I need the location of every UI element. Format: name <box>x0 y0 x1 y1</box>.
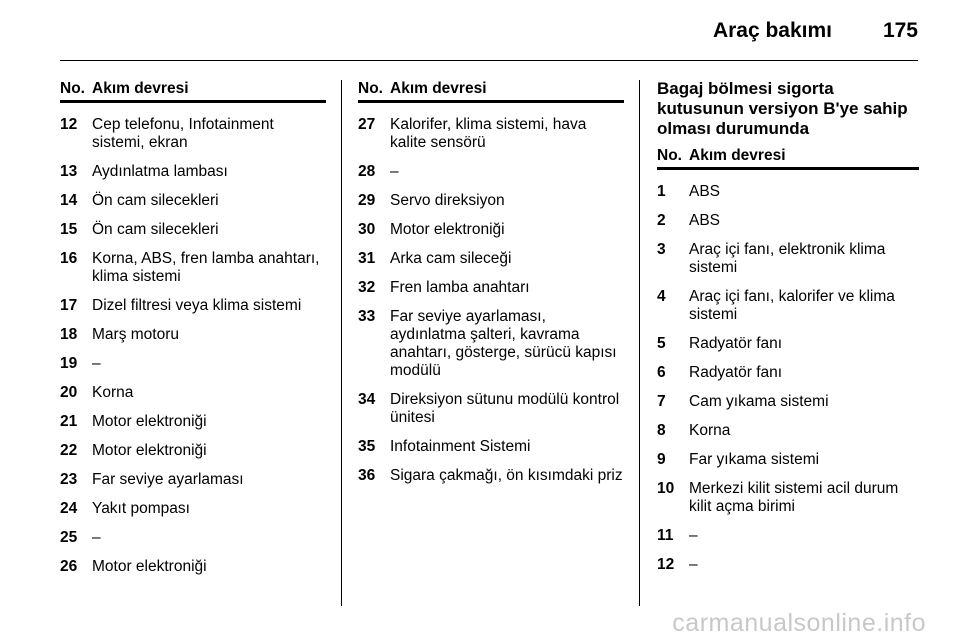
fuse-number: 7 <box>657 393 666 410</box>
table-row <box>358 152 624 181</box>
circuit-description: Aydınlatma lambası <box>92 163 228 180</box>
table-row <box>657 324 919 353</box>
table-row <box>657 469 919 516</box>
table-row <box>657 382 919 411</box>
circuit-description: Far seviye ayarlaması, aydınlatma şalteri, kavrama anahtarı, gösterge, sürücü kapısı modülü <box>390 308 617 379</box>
circuit-description: Cam yıkama sistemi <box>689 393 829 410</box>
header-no: No. <box>657 147 682 164</box>
fuse-number: 28 <box>358 163 376 180</box>
table-row <box>657 277 919 324</box>
table-row <box>60 518 326 547</box>
table-row <box>60 460 326 489</box>
table-row <box>657 230 919 277</box>
circuit-description: Radyatör fanı <box>689 364 783 381</box>
header-circuit: Akım devresi <box>689 147 786 164</box>
page-title: Araç bakımı <box>712 19 832 42</box>
fuse-number: 6 <box>657 364 666 381</box>
circuit-description: Ön cam silecekleri <box>92 221 219 238</box>
circuit-description: Korna, ABS, fren lamba anahtarı, klima sistemi <box>92 250 320 285</box>
table-row <box>60 547 326 576</box>
table-row <box>657 411 919 440</box>
fuse-number: 18 <box>60 326 78 343</box>
table-row <box>657 353 919 382</box>
fuse-number: 25 <box>60 529 78 546</box>
table-row <box>358 268 624 297</box>
header-no: No. <box>358 80 383 97</box>
fuse-number: 23 <box>60 471 78 488</box>
table-body <box>60 103 326 576</box>
table-row <box>657 201 919 230</box>
fuse-number: 10 <box>657 480 675 497</box>
table-row <box>60 286 326 315</box>
circuit-description: – <box>390 163 399 180</box>
section-title: Bagaj bölmesi sigorta kutusunun versiyon B'ye sahip olması durumunda <box>657 79 908 138</box>
fuse-number: 32 <box>358 279 376 296</box>
header-no: No. <box>60 80 85 97</box>
table-header <box>358 80 624 103</box>
circuit-description: – <box>689 527 698 544</box>
fuse-number: 20 <box>60 384 78 401</box>
table-row <box>657 516 919 545</box>
circuit-description: Araç içi fanı, kalorifer ve klima sistemi <box>689 288 895 323</box>
table-row <box>358 239 624 268</box>
table-row <box>657 440 919 469</box>
circuit-description: Motor elektroniği <box>92 558 207 575</box>
circuit-description: Araç içi fanı, elektronik klima sistemi <box>689 241 886 276</box>
fuse-number: 36 <box>358 467 376 484</box>
circuit-description: ABS <box>689 212 721 229</box>
table-header <box>657 147 919 170</box>
table-row <box>657 545 919 574</box>
circuit-description: Far seviye ayarlaması <box>92 471 244 488</box>
fuse-number: 19 <box>60 355 78 372</box>
fuse-table-column-3 <box>657 80 919 574</box>
circuit-description: ABS <box>689 183 721 200</box>
table-row <box>358 380 624 427</box>
fuse-number: 13 <box>60 163 78 180</box>
fuse-number: 21 <box>60 413 78 430</box>
fuse-number: 34 <box>358 391 376 408</box>
header-circuit: Akım devresi <box>390 80 487 97</box>
circuit-description: Infotainment Sistemi <box>390 438 531 455</box>
fuse-number: 26 <box>60 558 78 575</box>
table-row <box>60 489 326 518</box>
circuit-description: – <box>689 556 698 573</box>
circuit-description: – <box>92 355 101 372</box>
circuit-description: Sigara çakmağı, ön kısımdaki priz <box>390 467 623 484</box>
circuit-description: Radyatör fanı <box>689 335 783 352</box>
fuse-number: 5 <box>657 335 666 352</box>
column-divider <box>341 80 342 606</box>
page-header <box>0 0 960 62</box>
fuse-number: 9 <box>657 451 666 468</box>
circuit-description: Motor elektroniği <box>92 413 207 430</box>
table-row <box>60 239 326 286</box>
circuit-description: Motor elektroniği <box>390 221 505 238</box>
table-row <box>358 297 624 380</box>
table-row <box>60 103 326 152</box>
table-row <box>60 181 326 210</box>
fuse-number: 4 <box>657 288 666 305</box>
table-row <box>60 402 326 431</box>
fuse-table-column-2 <box>358 80 624 485</box>
header-circuit: Akım devresi <box>92 80 189 97</box>
circuit-description: – <box>92 529 101 546</box>
circuit-description: Merkezi kilit sistemi acil durum kilit açma birimi <box>689 480 899 515</box>
circuit-description: Yakıt pompası <box>92 500 190 517</box>
circuit-description: Motor elektroniği <box>92 442 207 459</box>
table-row <box>60 315 326 344</box>
circuit-description: Korna <box>92 384 134 401</box>
circuit-description: Far yıkama sistemi <box>689 451 820 468</box>
page-number: 175 <box>882 19 918 42</box>
fuse-number: 27 <box>358 116 376 133</box>
table-row <box>60 210 326 239</box>
circuit-description: Cep telefonu, Infotainment sistemi, ekran <box>92 116 274 151</box>
circuit-description: Marş motoru <box>92 326 179 343</box>
table-row <box>358 210 624 239</box>
fuse-number: 12 <box>657 556 675 573</box>
circuit-description: Ön cam silecekleri <box>92 192 219 209</box>
watermark: carmanualsonline.info <box>672 609 926 637</box>
circuit-description: Dizel filtresi veya klima sistemi <box>92 297 302 314</box>
table-row <box>358 456 624 485</box>
circuit-description: Servo direksiyon <box>390 192 505 209</box>
fuse-number: 31 <box>358 250 376 267</box>
table-row <box>60 152 326 181</box>
circuit-description: Arka cam sileceği <box>390 250 512 267</box>
circuit-description: Kalorifer, klima sistemi, hava kalite sensörü <box>390 116 587 151</box>
fuse-number: 33 <box>358 308 376 325</box>
fuse-number: 17 <box>60 297 78 314</box>
circuit-description: Fren lamba anahtarı <box>390 279 530 296</box>
fuse-number: 11 <box>657 527 674 544</box>
table-row <box>60 373 326 402</box>
fuse-table-column-1 <box>60 80 326 576</box>
circuit-description: Korna <box>689 422 731 439</box>
fuse-number: 30 <box>358 221 376 238</box>
fuse-number: 14 <box>60 192 78 209</box>
fuse-number: 3 <box>657 241 666 258</box>
fuse-number: 29 <box>358 192 376 209</box>
fuse-number: 12 <box>60 116 78 133</box>
fuse-number: 8 <box>657 422 666 439</box>
table-row <box>657 170 919 201</box>
table-body <box>358 103 624 485</box>
table-body <box>657 170 919 574</box>
fuse-number: 2 <box>657 212 666 229</box>
fuse-number: 24 <box>60 500 78 517</box>
fuse-number: 22 <box>60 442 78 459</box>
table-row <box>60 431 326 460</box>
column-divider <box>639 80 640 606</box>
fuse-number: 16 <box>60 250 78 267</box>
table-row <box>358 181 624 210</box>
table-row <box>358 103 624 152</box>
fuse-number: 15 <box>60 221 78 238</box>
table-row <box>358 427 624 456</box>
table-header <box>60 80 326 103</box>
fuse-number: 35 <box>358 438 376 455</box>
header-rule <box>60 60 918 61</box>
circuit-description: Direksiyon sütunu modülü kontrol ünitesi <box>390 391 620 426</box>
fuse-number: 1 <box>657 183 666 200</box>
table-row <box>60 344 326 373</box>
